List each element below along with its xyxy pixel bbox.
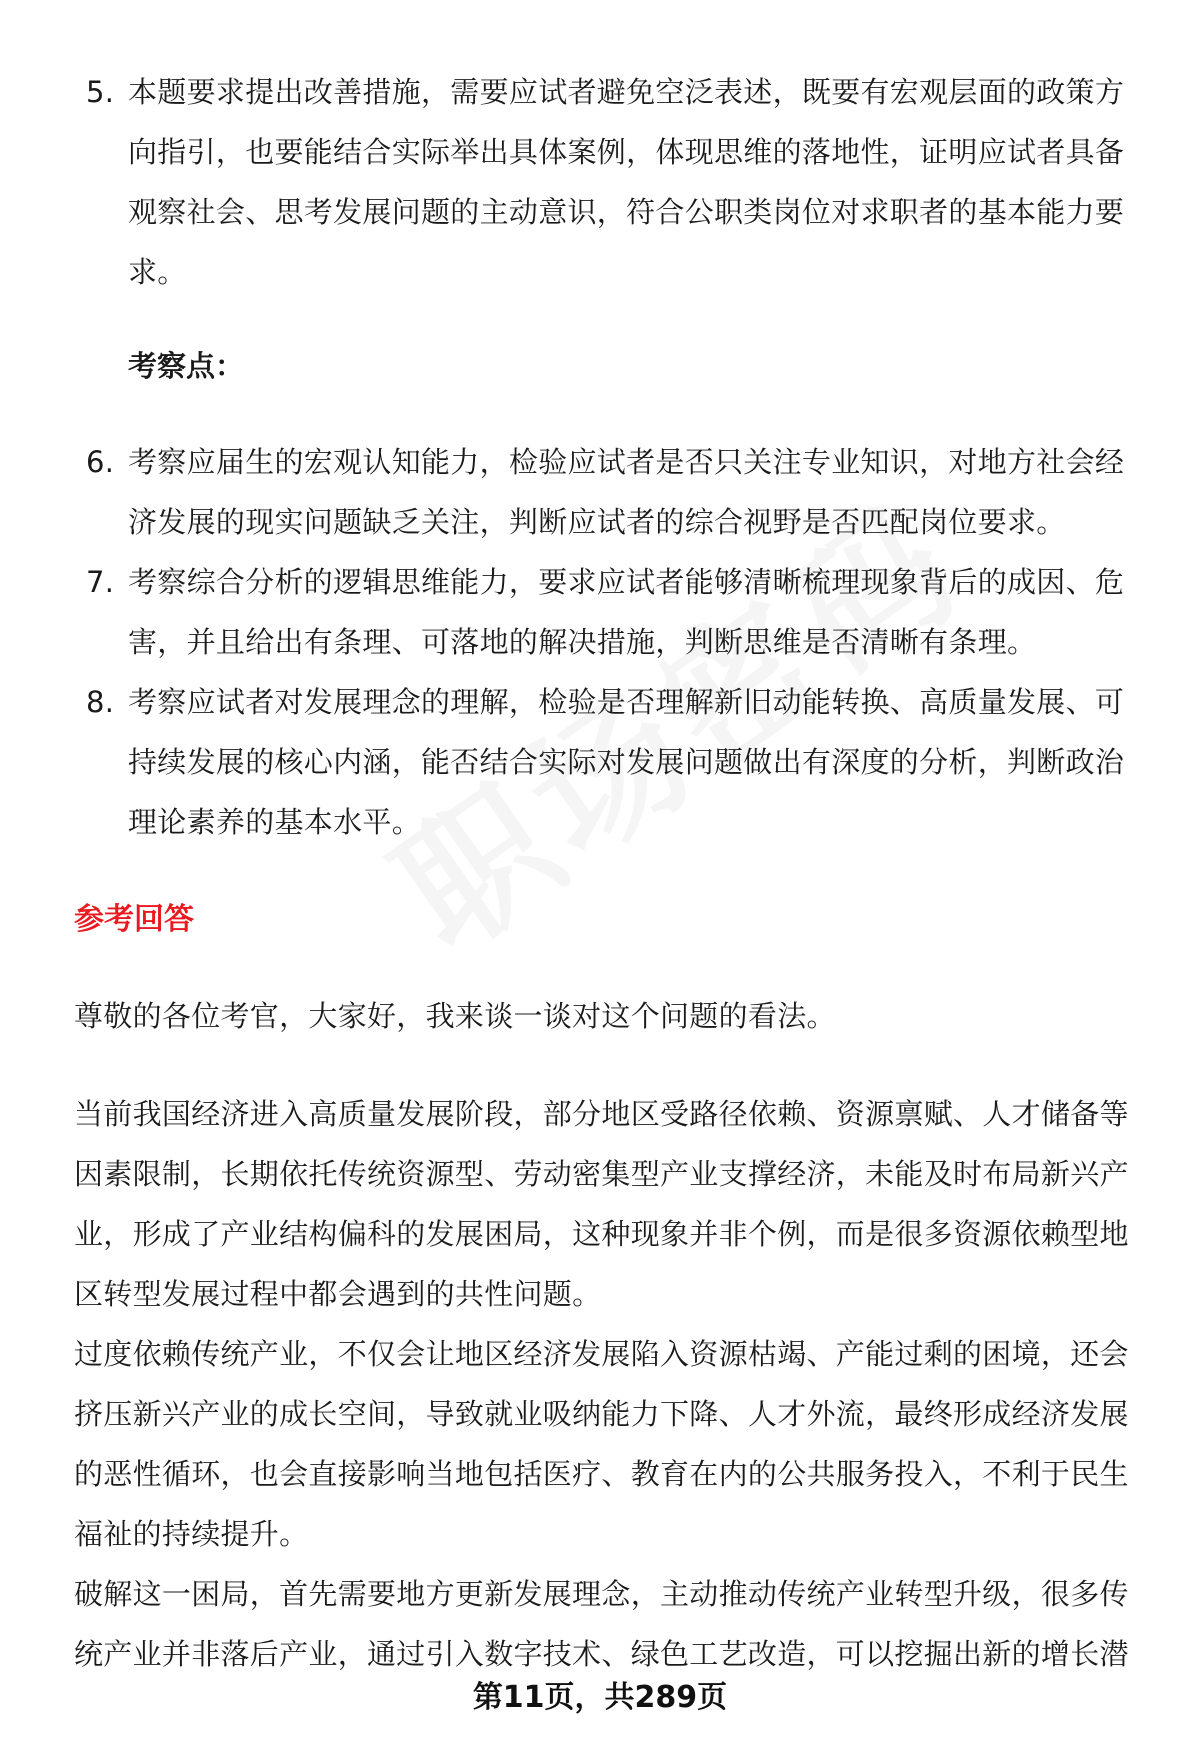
page-footer: 第11页，共289页 <box>472 1680 728 1715</box>
list-item-number: 6. <box>86 445 115 479</box>
list-item-number: 7. <box>86 565 115 599</box>
answer-paragraph-3: 破解这一困局，首先需要地方更新发展理念，主动推动传统产业转型升级，很多传统产业并非落后产业，通过引入数字技术、绿色工艺改造，可以挖掘出新的增长潜 <box>74 1577 1129 1671</box>
list-assessment-points <box>74 432 1144 852</box>
greeting-paragraph: 尊敬的各位考官，大家好，我来谈一谈对这个问题的看法。 <box>74 999 836 1033</box>
list-item-5 <box>74 62 1144 302</box>
answer-paragraph-1: 当前我国经济进入高质量发展阶段，部分地区受路径依赖、资源禀赋、人才储备等因素限制，长期依托传统资源型、劳动密集型产业支撑经济，未能及时布局新兴产业，形成了产业结构偏科的发展困局，这种现象并非个例，而是很多资源依赖型地区转型发展过程中都会遇到的共性问题。 <box>74 1097 1129 1311</box>
list-item-text: 本题要求提出改善措施，需要应试者避免空泛表述，既要有宏观层面的政策方向指引，也要能结合实际举出具体案例，体现思维的落地性，证明应试者具备观察社会、思考发展问题的主动意识，符合公职类岗位对求职者的基本能力要求。 <box>128 75 1125 289</box>
list-requirements <box>74 62 1144 302</box>
list-item-6 <box>74 432 1144 552</box>
list-item-number: 5. <box>86 75 115 109</box>
list-item-text: 考察应届生的宏观认知能力，检验应试者是否只关注专业知识，对地方社会经济发展的现实问题缺乏关注，判断应试者的综合视野是否匹配岗位要求。 <box>128 445 1125 539</box>
list-item-text: 考察应试者对发展理念的理解，检验是否理解新旧动能转换、高质量发展、可持续发展的核心内涵，能否结合实际对发展问题做出有深度的分析，判断政治理论素养的基本水平。 <box>128 685 1125 839</box>
list-item-7 <box>74 552 1144 672</box>
list-item-text: 考察综合分析的逻辑思维能力，要求应试者能够清晰梳理现象背后的成因、危害，并且给出有条理、可落地的解决措施，判断思维是否清晰有条理。 <box>128 565 1125 659</box>
answer-paragraph-2: 过度依赖传统产业，不仅会让地区经济发展陷入资源枯竭、产能过剩的困境，还会挤压新兴产业的成长空间，导致就业吸纳能力下降、人才外流，最终形成经济发展的恶性循环，也会直接影响当地包括医疗、教育在内的公共服务投入，不利于民生福祉的持续提升。 <box>74 1337 1129 1551</box>
page-content <box>74 62 1144 1684</box>
section-heading-assessment: 考察点： <box>128 349 245 383</box>
list-item-number: 8. <box>86 685 115 719</box>
list-item-8 <box>74 672 1144 852</box>
section-heading-answer: 参考回答 <box>74 902 194 937</box>
